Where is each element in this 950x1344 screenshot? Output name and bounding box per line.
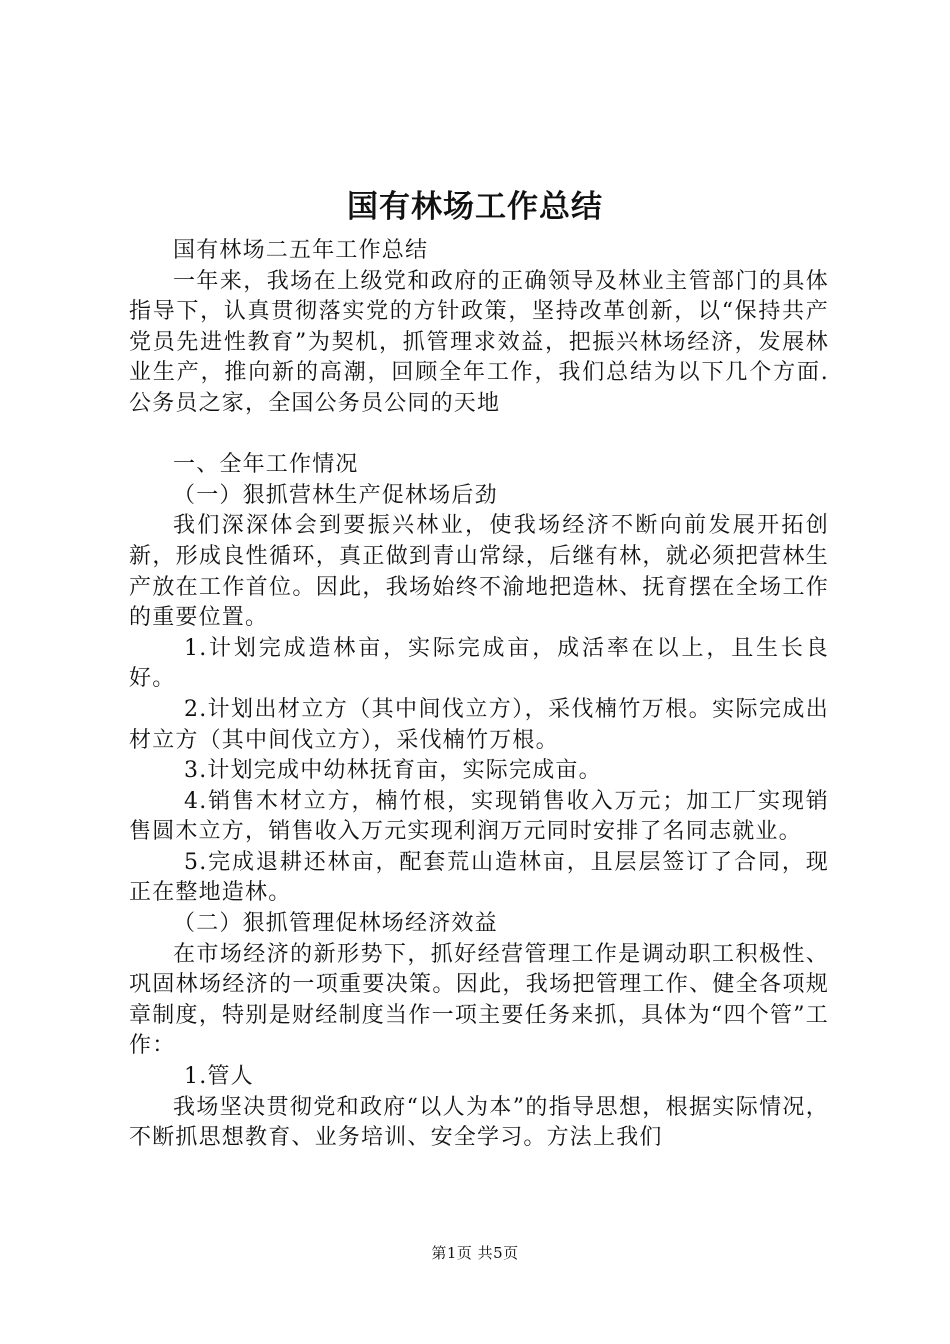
heading-section-1: 一、全年工作情况 xyxy=(173,452,359,478)
heading-item-manage-people: 1.管人 xyxy=(184,1064,254,1090)
page-footer: 第1页 共5页 xyxy=(431,1244,519,1262)
paragraph-body: 我们深深体会到要振兴林业，使我场经济不断向前发展开拓创新，形成良性循环，真正做到青山常绿，后继有林，就必须把营林生产放在工作首位。因此，我场始终不渝地把造林、抚育摆在全场工作的重要位置。 xyxy=(129,513,829,631)
list-item-2: 2.计划出材立方（其中间伐立方），采伐楠竹万根。实际完成出材立方（其中间伐立方），采伐楠竹万根。 xyxy=(129,696,829,753)
document-title: 国有林场工作总结 xyxy=(347,189,603,225)
list-item-1: 1.计划完成造林亩，实际完成亩，成活率在以上，且生长良好。 xyxy=(129,635,829,692)
list-item-4: 4.销售木材立方，楠竹根，实现销售收入万元；加工厂实现销售圆木立方，销售收入万元实现利润万元同时安排了名同志就业。 xyxy=(129,788,829,845)
paragraph-body: 在市场经济的新形势下，抓好经营管理工作是调动职工积极性、巩固林场经济的一项重要决策。因此，我场把管理工作、健全各项规章制度，特别是财经制度当作一项主要任务来抓，具体为“四个管”工作： xyxy=(129,941,829,1059)
paragraph-body: 我场坚决贯彻党和政府“以人为本”的指导思想，根据实际情况，不断抓思想教育、业务培训、安全学习。方法上我们 xyxy=(129,1094,829,1151)
blank-line xyxy=(129,420,829,451)
list-item-5: 5.完成退耕还林亩，配套荒山造林亩，且层层签订了合同，现正在整地造林。 xyxy=(129,849,829,906)
document-body xyxy=(129,236,829,1154)
paragraph-subtitle: 国有林场二五年工作总结 xyxy=(173,238,429,263)
list-item-3: 3.计划完成中幼林抚育亩，实际完成亩。 xyxy=(184,758,602,784)
heading-subsection-2: （二）狠抓管理促林场经济效益 xyxy=(173,911,498,937)
heading-subsection-1: （一）狠抓营林生产促林场后劲 xyxy=(173,482,498,508)
paragraph-intro: 一年来，我场在上级党和政府的正确领导及林业主管部门的具体指导下，认真贯彻落实党的方针政策，坚持改革创新，以“保持共产党员先进性教育”为契机，抓管理求效益，把振兴林场经济，发展林业生产，推向新的高潮，回顾全年工作，我们总结为以下几个方面.公务员之家，全国公务员公同的天地 xyxy=(129,268,829,416)
